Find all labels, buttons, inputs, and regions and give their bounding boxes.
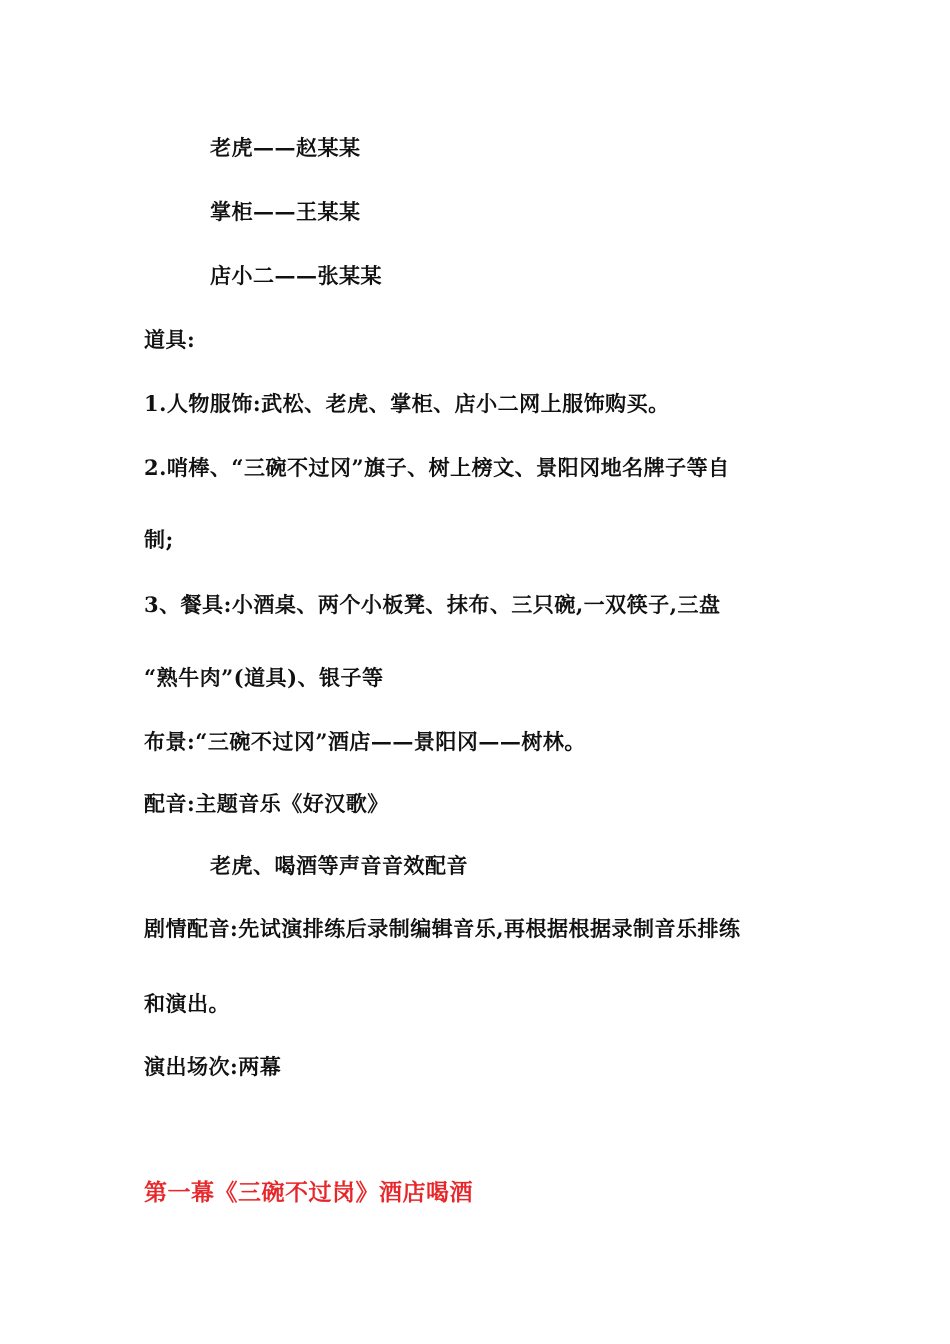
acts-line: 演出场次:两幕: [144, 1054, 282, 1079]
props-item-1: 1.人物服饰:武松、老虎、掌柜、店小二网上服饰购买。: [144, 391, 670, 416]
props-item-2-line-1: 2.哨棒、“三碗不过冈”旗子、树上榜文、景阳冈地名牌子等自: [144, 455, 730, 480]
dubbing-line-1: 配音:主题音乐《好汉歌》: [144, 791, 389, 816]
props-label: 道具:: [144, 327, 196, 352]
cast-tiger: 老虎——赵某某: [210, 135, 361, 160]
cast-shopkeeper: 掌柜——王某某: [210, 199, 361, 224]
props-item-3-line-1: 3、餐具:小酒桌、两个小板凳、抹布、三只碗,一双筷子,三盘: [144, 592, 721, 617]
plot-dubbing-line-1: 剧情配音:先试演排练后录制编辑音乐,再根据根据录制音乐排练: [144, 916, 741, 941]
dubbing-line-2: 老虎、喝酒等声音音效配音: [210, 853, 468, 878]
act-1-heading: 第一幕《三碗不过岗》酒店喝酒: [144, 1179, 473, 1206]
plot-dubbing-line-2: 和演出。: [144, 991, 230, 1016]
scenery-line: 布景:“三碗不过冈”酒店——景阳冈——树林。: [144, 729, 586, 754]
props-item-3-line-2: “熟牛肉”(道具)、银子等: [144, 665, 384, 690]
props-item-2-line-2: 制;: [144, 527, 174, 552]
cast-waiter: 店小二——张某某: [210, 263, 382, 288]
